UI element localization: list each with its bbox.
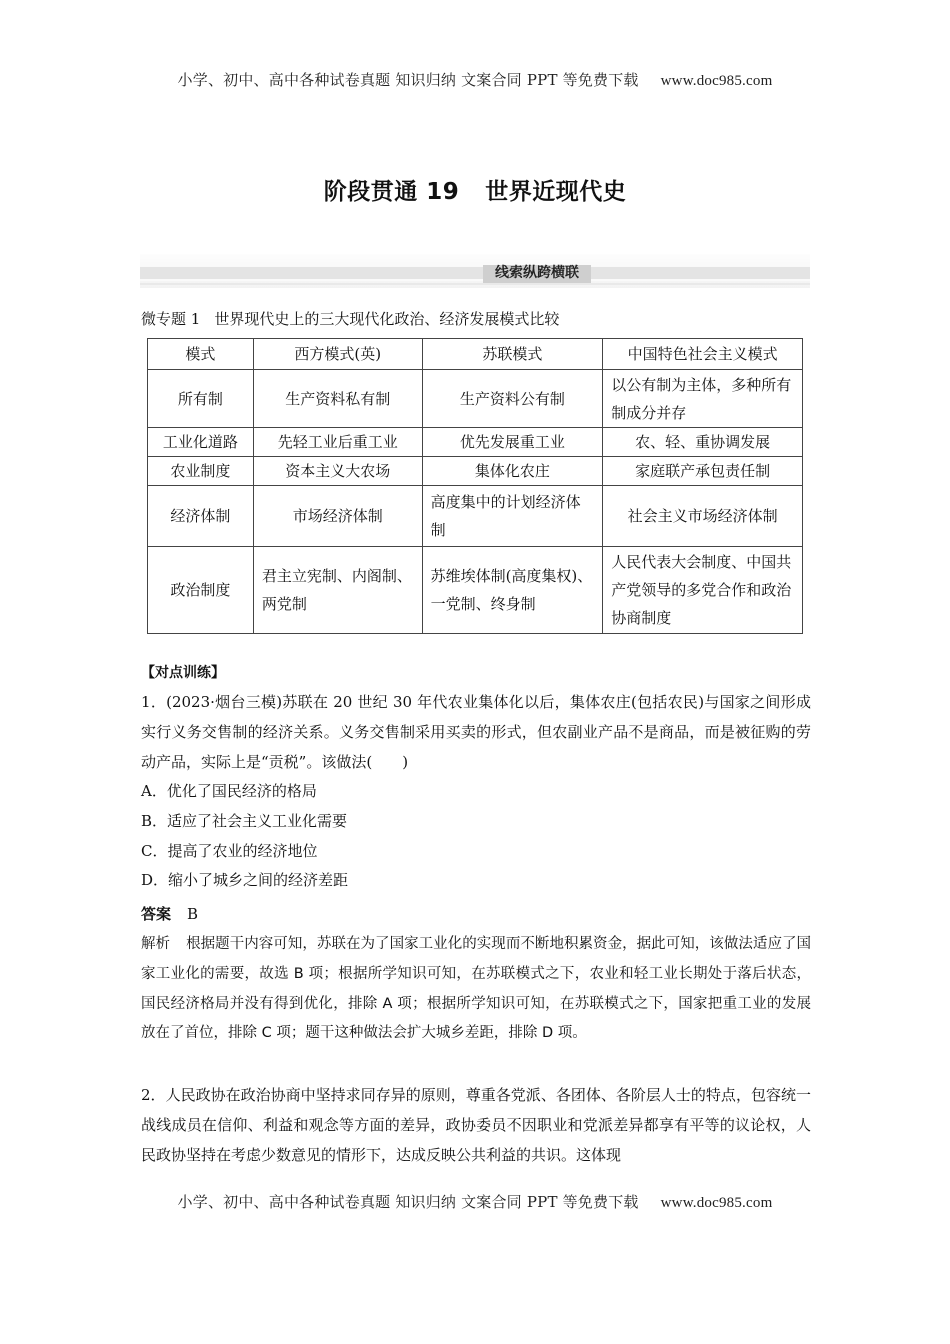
- table-cell: 君主立宪制、内阁制、两党制: [253, 547, 422, 634]
- table-cell: 政治制度: [148, 547, 254, 634]
- table-cell: 经济体制: [148, 486, 254, 547]
- subtopic-number: 微专题 1: [141, 310, 201, 328]
- footer-watermark: [0, 1191, 950, 1212]
- table-header-cell: 西方模式(英): [253, 339, 422, 370]
- table-cell: 农、轻、重协调发展: [603, 428, 803, 457]
- practice-heading: 【对点训练】: [141, 665, 225, 681]
- watermark-url[interactable]: www.doc985.com: [660, 1195, 773, 1211]
- table-cell: 市场经济体制: [253, 486, 422, 547]
- watermark-text: 小学、初中、高中各种试卷真题 知识归纳 文案合同 PPT 等免费下载: [177, 71, 639, 89]
- answer-label: 答案: [141, 905, 172, 923]
- subtopic-text: 世界现代史上的三大现代化政治、经济发展模式比较: [214, 310, 560, 328]
- table-cell: 以公有制为主体，多种所有制成分并存: [603, 370, 803, 428]
- table-cell: 家庭联产承包责任制: [603, 457, 803, 486]
- table-cell: 农业制度: [148, 457, 254, 486]
- table-row: [148, 486, 803, 547]
- table-cell: 苏维埃体制(高度集权)、一党制、终身制: [422, 547, 603, 634]
- header-watermark: [0, 69, 950, 90]
- subtopic-heading: [141, 308, 559, 329]
- table-cell: 先轻工业后重工业: [253, 428, 422, 457]
- table-cell: 社会主义市场经济体制: [603, 486, 803, 547]
- table-cell: 工业化道路: [148, 428, 254, 457]
- table-cell: 集体化农庄: [422, 457, 603, 486]
- table-cell: 所有制: [148, 370, 254, 428]
- option-d: D．缩小了城乡之间的经济差距: [141, 871, 349, 890]
- table-cell: 生产资料公有制: [422, 370, 603, 428]
- section-banner: [140, 254, 810, 288]
- comparison-table: [147, 338, 803, 634]
- question-2-stem: 2．人民政协在政治协商中坚持求同存异的原则，尊重各党派、各团体、各阶层人士的特点，包容统一战线成员在信仰、利益和观念等方面的差异，政协委员不因职业和党派差异都享有平等的议论权，人民政协坚持在考虑少数意见的情形下，达成反映公共利益的共识。这体现: [141, 1086, 811, 1164]
- question-1-analysis: [141, 930, 811, 1049]
- option-a: A．优化了国民经济的格局: [141, 782, 317, 800]
- table-header-row: [148, 339, 803, 370]
- table-header-cell: 模式: [148, 339, 254, 370]
- question-1-stem: 1．(2023·烟台三模)苏联在 20 世纪 30 年代农业集体化以后，集体农庄(包括农民)与国家之间形成实行义务交售制的经济关系。义务交售制采用买卖的形式，但农副业产品不是商品，而是被征购的劳动产品，实际上是“贡税”。该做法( ): [141, 693, 811, 771]
- analysis-text: 根据题干内容可知，苏联在为了国家工业化的实现而不断地积累资金，据此可知，该做法适应了国家工业化的需要，故选 B 项；根据所学知识可知，在苏联模式之下，农业和轻工业长期处于落后状态，国民经济格局并没有得到优化，排除 A 项；根据所学知识可知，在苏联模式之下，国家把重工业的发展放在了首位，排除 C 项；题干这种做法会扩大城乡差距，排除 D 项。: [141, 936, 812, 1042]
- watermark-url[interactable]: www.doc985.com: [660, 73, 773, 89]
- watermark-text: 小学、初中、高中各种试卷真题 知识归纳 文案合同 PPT 等免费下载: [177, 1193, 639, 1211]
- title-part-2: 世界近现代史: [485, 179, 627, 205]
- table-cell: 高度集中的计划经济体制: [422, 486, 603, 547]
- option-b: B．适应了社会主义工业化需要: [141, 811, 348, 830]
- title-part-1: 阶段贯通 19: [323, 179, 460, 205]
- answer-value: B: [187, 905, 199, 923]
- table-row: [148, 547, 803, 634]
- question-1-answer: [141, 900, 811, 930]
- table-header-cell: 苏联模式: [422, 339, 603, 370]
- page-title: [0, 173, 950, 206]
- table-cell: 资本主义大农场: [253, 457, 422, 486]
- table-header-cell: 中国特色社会主义模式: [603, 339, 803, 370]
- table-row: [148, 370, 803, 428]
- banner-divider: [140, 283, 810, 285]
- question-1-options: [141, 777, 811, 896]
- banner-label: 线索纵跨横联: [483, 265, 591, 283]
- table-cell: 生产资料私有制: [253, 370, 422, 428]
- analysis-label: 解析: [141, 936, 171, 952]
- table-row: [148, 457, 803, 486]
- table-cell: 人民代表大会制度、中国共产党领导的多党合作和政治协商制度: [603, 547, 803, 634]
- option-c: C．提高了农业的经济地位: [141, 841, 318, 860]
- table-cell: 优先发展重工业: [422, 428, 603, 457]
- table-row: [148, 428, 803, 457]
- banner-bar: [140, 267, 810, 281]
